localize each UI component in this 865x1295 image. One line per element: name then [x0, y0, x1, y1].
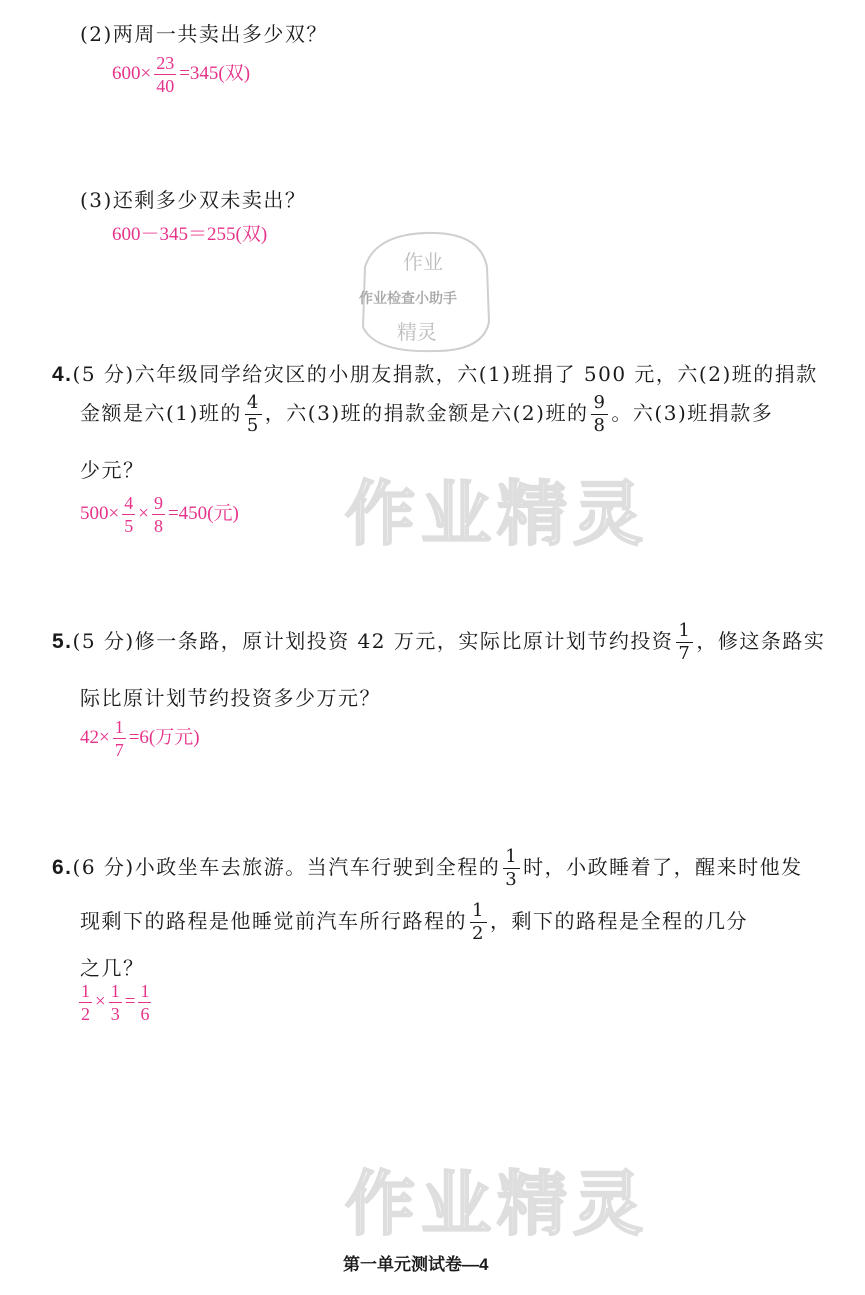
answer-3-3: 600－345＝255(双)	[112, 224, 268, 245]
answer-6: $\frac{1}{2}$ × $\frac{1}{3}$ = $\frac{1}{6}$	[81, 981, 150, 1024]
question-4-line-1: 4.(5 分)六年级同学给灾区的小朋友捐款，六(1)班捐了 500 元，六(2)班的捐款	[52, 362, 818, 386]
question-number: 6.	[52, 856, 73, 879]
fraction: $\frac{1}{2}$	[472, 900, 485, 944]
question-3-2: (2)两周一共卖出多少双？	[80, 22, 328, 46]
question-6-line-3: 之几？	[80, 956, 145, 980]
fraction: $\frac{1}{3}$	[110, 981, 120, 1024]
question-number: 4.	[52, 363, 73, 386]
fraction: $\frac{1}{6}$	[140, 981, 150, 1024]
fraction: $\frac{1}{2}$	[81, 981, 90, 1024]
watermark-text: 作业精灵	[345, 473, 649, 555]
question-3-3: (3)还剩多少双未卖出？	[80, 188, 307, 212]
question-5-line-2: 际比原计划节约投资多少万元？	[80, 686, 381, 710]
fraction: $\frac{4}{5}$	[124, 493, 134, 536]
homework-stamp-watermark	[355, 227, 493, 355]
page-footer: 第一单元测试卷—4	[343, 1255, 489, 1274]
fraction: $\frac{9}{8}$	[153, 493, 163, 536]
svg-text:作业检查小助手: 作业检查小助手	[359, 291, 457, 307]
fraction: $\frac{9}{8}$	[593, 392, 607, 436]
question-5-line-1: 5.(5 分)修一条路，原计划投资 42 万元，实际比原计划节约投资 $\frac{1}{7}$ ，修这条路实	[52, 620, 826, 664]
fraction: $\frac{23}{40}$	[156, 53, 175, 96]
watermark-text: 作业精灵	[345, 1163, 649, 1245]
answer-3-2: 600× $\frac{23}{40}$ =345(双)	[112, 53, 251, 96]
question-number: 5.	[52, 630, 73, 653]
fraction: $\frac{1}{3}$	[505, 846, 519, 890]
question-4-line-2: 金额是六(1)班的 $\frac{4}{5}$ ，六(3)班的捐款金额是六(2)班的 $\frac{9}{8}$ 。六(3)班捐款多	[80, 392, 774, 436]
answer-4: 500× $\frac{4}{5}$ × $\frac{9}{8}$ =450(元)	[80, 493, 239, 536]
svg-text:作业: 作业	[403, 250, 443, 274]
fraction: $\frac{4}{5}$	[246, 392, 260, 436]
question-4-line-3: 少元？	[80, 458, 145, 482]
question-6-line-1: 6.(6 分)小政坐车去旅游。当汽车行驶到全程的 $\frac{1}{3}$ 时，小政睡着了，醒来时他发	[52, 846, 803, 890]
svg-text:精灵: 精灵	[397, 320, 437, 344]
answer-5: 42× $\frac{1}{7}$ =6(万元)	[80, 717, 200, 760]
fraction: $\frac{1}{7}$	[678, 620, 692, 664]
question-6-line-2: 现剩下的路程是他睡觉前汽车所行路程的 $\frac{1}{2}$ ，剩下的路程是全程的几分	[80, 900, 748, 944]
fraction: $\frac{1}{7}$	[114, 717, 124, 760]
